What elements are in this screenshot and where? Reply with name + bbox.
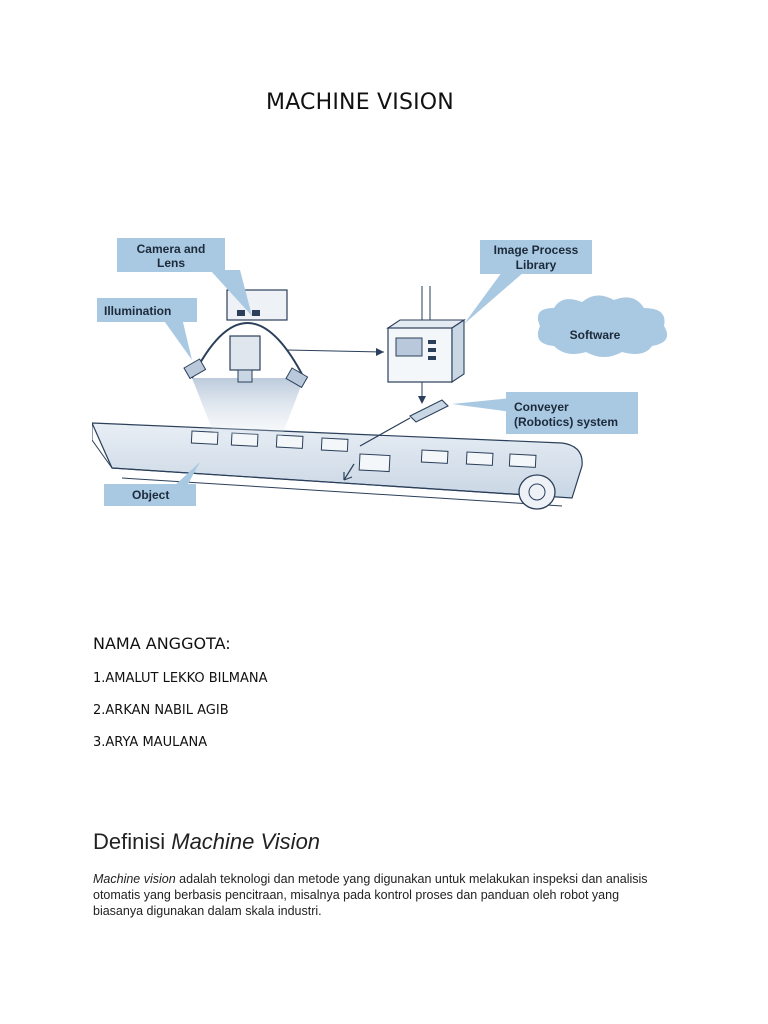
callout-conveyer-line2: (Robotics) system xyxy=(514,415,619,429)
callout-camera-line2: Lens xyxy=(156,256,186,270)
paragraph-italic-term: Machine vision xyxy=(93,872,176,886)
image-processor-icon xyxy=(388,286,464,404)
callout-conveyer-line1: Conveyer xyxy=(514,400,569,414)
machine-vision-diagram xyxy=(92,228,682,528)
callout-object-text: Object xyxy=(132,488,170,502)
section-heading-italic: Machine Vision xyxy=(171,829,321,854)
roller-icon xyxy=(519,475,555,509)
section-heading xyxy=(93,829,320,855)
camera-icon xyxy=(230,336,260,382)
section-heading-plain: Definisi xyxy=(93,829,172,854)
callout-camera-line1: Camera and xyxy=(136,242,206,256)
member-2: 2.ARKAN NABIL AGIB xyxy=(93,703,229,718)
members-heading: NAMA ANGGOTA: xyxy=(93,634,231,653)
definition-paragraph xyxy=(93,871,663,919)
member-3: 3.ARYA MAULANA xyxy=(93,735,208,750)
callout-software-text: Software xyxy=(569,328,621,342)
callout-illumination xyxy=(97,298,197,360)
callout-illumination-text: Illumination xyxy=(104,304,172,318)
callout-image-process-line1: Image Process xyxy=(493,243,579,257)
page-title: MACHINE VISION xyxy=(266,90,454,115)
member-1: 1.AMALUT LEKKO BILMANA xyxy=(93,671,268,686)
diagram-svg xyxy=(92,228,682,528)
light-beam xyxy=(192,378,304,436)
callout-image-process-line2: Library xyxy=(515,258,557,272)
cloud-icon xyxy=(538,295,667,357)
paragraph-body: adalah teknologi dan metode yang digunakan untuk melakukan inspeksi dan analisis otomatis yang berbasis pencitraan, misalnya pada kontrol proses dan panduan oleh robot yang biasanya digunakan dalam skala industri. xyxy=(93,872,648,918)
callout-software xyxy=(538,295,667,357)
callout-conveyer xyxy=(452,392,638,434)
